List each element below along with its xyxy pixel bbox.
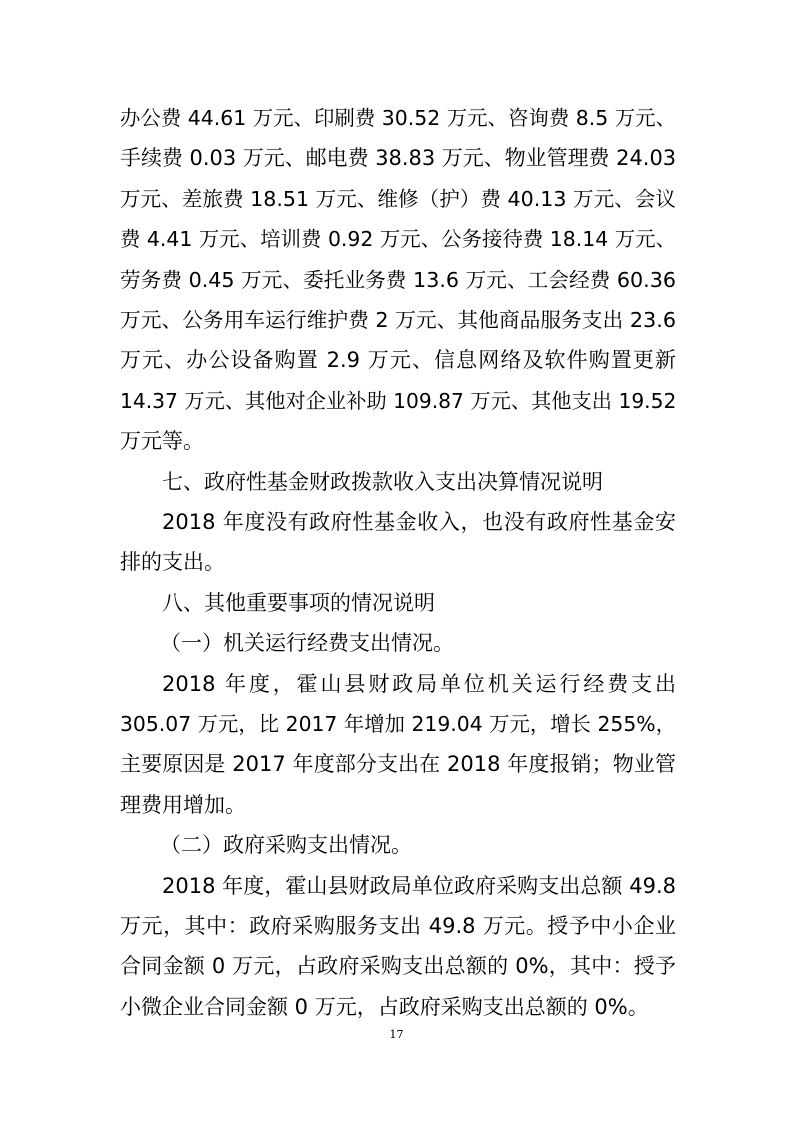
page-number: 17 <box>389 1028 404 1041</box>
section-heading: 七、政府性基金财政拨款收入支出决算情况说明 <box>162 469 603 494</box>
body-line: 小微企业合同金额 0 万元，占政府采购支出总额的 0%。 <box>120 994 649 1019</box>
body-line: 手续费 0.03 万元、邮电费 38.83 万元、物业管理费 24.03 <box>120 146 677 171</box>
body-line: 费 4.41 万元、培训费 0.92 万元、公务接待费 18.14 万元、 <box>120 227 676 252</box>
body-line: 2018 年度没有政府性基金收入，也没有政府性基金安 <box>162 510 676 534</box>
body-line: 2018 年度，霍山县财政局单位机关运行经费支出 <box>162 671 676 696</box>
body-line: 万元等。 <box>120 429 204 454</box>
body-line: 合同金额 0 万元，占政府采购支出总额的 0%，其中：授予 <box>120 954 676 979</box>
section-heading: 八、其他重要事项的情况说明 <box>162 590 435 615</box>
subsection-heading: （一）机关运行经费支出情况。 <box>160 631 454 656</box>
body-line: 办公费 44.61 万元、印刷费 30.52 万元、咨询费 8.5 万元、 <box>120 106 676 130</box>
body-line: 排的支出。 <box>120 550 225 575</box>
subsection-heading: （二）政府采购支出情况。 <box>160 833 412 858</box>
body-line: 万元、办公设备购置 2.9 万元、信息网络及软件购置更新 <box>120 348 676 373</box>
body-line: 万元、差旅费 18.51 万元、维修（护）费 40.13 万元、会议 <box>120 186 676 211</box>
body-line: 2018 年度，霍山县财政局单位政府采购支出总额 49.8 <box>162 873 676 898</box>
body-line: 万元、公务用车运行维护费 2 万元、其他商品服务支出 23.6 <box>120 308 677 332</box>
body-line: 主要原因是 2017 年度部分支出在 2018 年度报销；物业管 <box>120 752 676 777</box>
body-line: 万元，其中：政府采购服务支出 49.8 万元。授予中小企业 <box>120 914 676 938</box>
body-line: 理费用增加。 <box>120 792 246 817</box>
body-line: 14.37 万元、其他对企业补助 109.87 万元、其他支出 19.52 <box>120 388 677 413</box>
body-line: 劳务费 0.45 万元、委托业务费 13.6 万元、工会经费 60.36 <box>120 267 676 292</box>
body-line: 305.07 万元，比 2017 年增加 219.04 万元，增长 255%， <box>120 712 676 736</box>
